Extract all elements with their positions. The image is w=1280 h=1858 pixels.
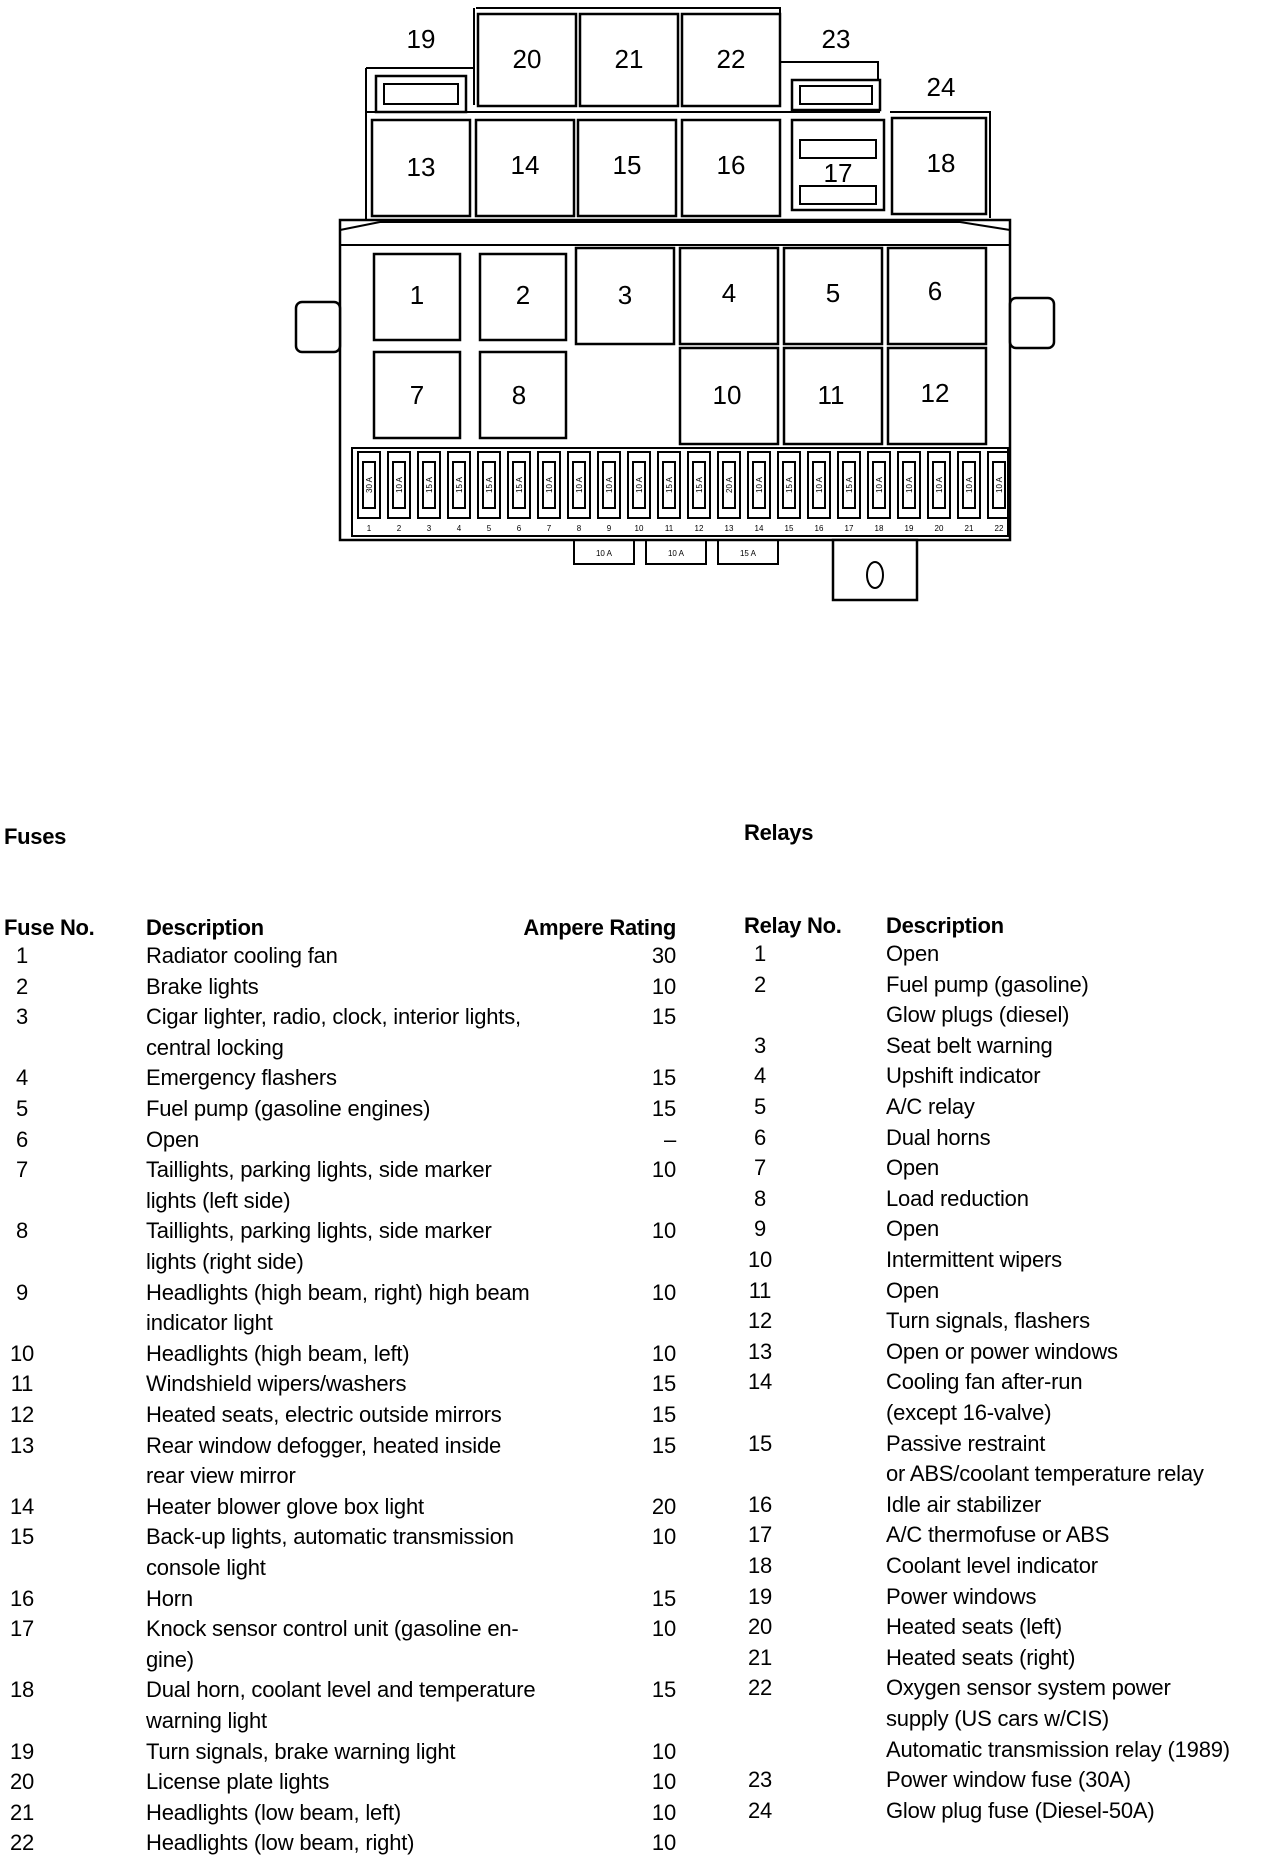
relay-row-description: Passive restraint: [886, 1430, 1046, 1456]
fuse-amp-label-10: 10 A: [635, 476, 644, 494]
relay-row-description: supply (US cars w/CIS): [886, 1706, 1109, 1731]
relays-col-no-header: Relay No.: [744, 913, 842, 938]
fuse-row-ampere: –: [663, 1126, 676, 1152]
relay-row-number: 9: [753, 1216, 767, 1242]
fuse-row-number: 10: [9, 1340, 35, 1366]
fuse-row-number: 19: [9, 1738, 35, 1764]
fuse-number-label-22: 22: [994, 524, 1004, 533]
relays-heading: Relays: [744, 820, 814, 845]
relay-label-20: 20: [512, 44, 542, 74]
relay-label-11: 11: [817, 380, 845, 410]
fuse-row-ampere: 10: [651, 1616, 676, 1642]
fuses-col-no-header: Fuse No.: [4, 915, 95, 940]
spare-fuse-label-3: 15 A: [739, 549, 757, 558]
fuse-row-number: 13: [9, 1432, 35, 1458]
fuse-number-label-21: 21: [964, 524, 974, 533]
relay-label-4: 4: [721, 278, 737, 308]
fuse-amp-label-14: 10 A: [755, 476, 764, 494]
fuse-amp-label-21: 10 A: [965, 476, 974, 494]
relay-row-description: Power window fuse (30A): [886, 1767, 1131, 1793]
relay-row-description: Load reduction: [886, 1185, 1029, 1211]
spare-fuse-label-2: 10 A: [667, 549, 685, 558]
fuse-row-description: Knock sensor control unit (gasoline en-: [146, 1616, 519, 1642]
relay-label-23: 23: [821, 24, 851, 54]
fuse-number-label-20: 20: [934, 524, 944, 533]
relay-row-description: A/C relay: [886, 1094, 975, 1119]
fuses-col-desc-header: Description: [146, 915, 264, 940]
fuse-row-description: console light: [146, 1555, 266, 1580]
fuse-amp-label-19: 10 A: [905, 476, 914, 494]
relay-row-description: Seat belt warning: [886, 1032, 1053, 1058]
fuse-row-description: License plate lights: [146, 1769, 330, 1795]
fuse-row-ampere: 15: [651, 1677, 676, 1703]
relay-row-description: Intermittent wipers: [886, 1247, 1062, 1272]
relay-row-number: 18: [747, 1553, 773, 1578]
fuse-row-ampere: 10: [651, 1524, 676, 1550]
fuse-amp-label-18: 10 A: [875, 476, 884, 494]
relays-col-desc-header: Description: [886, 913, 1004, 938]
relay-label-19: 19: [406, 24, 436, 54]
fuse-row-ampere: 15: [651, 1065, 676, 1091]
fuse-row-number: 4: [15, 1065, 29, 1091]
fuse-number-label-1: 1: [366, 524, 372, 533]
fuse-row-description: Headlights (high beam, left): [146, 1340, 410, 1366]
relay-row-number: 24: [747, 1797, 773, 1823]
fuse-amp-label-17: 15 A: [845, 476, 854, 494]
fuse-row-description: Headlights (high beam, right) high beam: [146, 1279, 530, 1305]
relay-slot-19: [376, 76, 466, 112]
fuse-amp-label-5: 15 A: [485, 476, 494, 494]
relay-label-22: 22: [716, 44, 746, 74]
relay-row-number: 4: [753, 1063, 767, 1089]
fuse-row-number: 12: [9, 1402, 35, 1427]
fuse-row-ampere: 10: [651, 1279, 676, 1305]
fuse-number-label-6: 6: [516, 524, 522, 533]
fuse-row-ampere: 10: [651, 1769, 676, 1795]
fuse-row-ampere: 15: [651, 1004, 676, 1030]
relay-row-description: Heated seats (right): [886, 1644, 1076, 1670]
fuse-row-ampere: 10: [651, 1340, 676, 1366]
fuse-amp-label-20: 10 A: [935, 476, 944, 494]
relay-row-description: Fuel pump (gasoline): [886, 971, 1089, 997]
fuse-number-label-7: 7: [546, 524, 552, 533]
fuse-row-ampere: 15: [651, 1432, 676, 1458]
relay-row-description: Oxygen sensor system power: [886, 1675, 1171, 1701]
relay-row-description: Power windows: [886, 1583, 1037, 1609]
fuse-number-label-3: 3: [426, 524, 432, 533]
relay-label-12: 12: [920, 378, 950, 408]
fuse-row-number: 18: [9, 1677, 35, 1703]
relay-row-number: 1: [753, 941, 767, 966]
fuse-row-description: Back-up lights, automatic transmission: [146, 1524, 514, 1550]
fuse-number-label-17: 17: [844, 524, 854, 533]
relay-row-number: 5: [753, 1094, 767, 1119]
fuse-amp-label-8: 10 A: [575, 476, 584, 494]
fuse-row-number: 8: [15, 1218, 29, 1244]
fuse-amp-label-13: 20 A: [725, 476, 734, 494]
fuse-row-number: 16: [9, 1585, 35, 1611]
relay-row-number: 17: [747, 1522, 773, 1548]
fuse-row-number: 20: [9, 1769, 35, 1795]
fuse-row-description: Horn: [146, 1585, 193, 1611]
fuse-number-label-19: 19: [904, 524, 914, 533]
relay-row-number: 7: [753, 1155, 767, 1181]
relay-row-description: Glow plugs (diesel): [886, 1002, 1070, 1028]
relay-row-number: 20: [747, 1614, 773, 1640]
fuse-number-label-9: 9: [606, 524, 612, 533]
relay-label-10: 10: [712, 380, 742, 410]
fuse-relay-panel-diagram: [0, 0, 1280, 620]
fuse-row-ampere: 15: [651, 1402, 676, 1427]
fuse-number-label-18: 18: [874, 524, 884, 533]
relay-row-description: Open: [886, 941, 940, 966]
relay-label-18: 18: [926, 148, 956, 178]
fuse-amp-label-3: 15 A: [425, 476, 434, 494]
fuse-row-description: Radiator cooling fan: [146, 943, 338, 968]
fuse-row-ampere: 10: [651, 1157, 676, 1183]
fuse-row-description: central locking: [146, 1034, 284, 1060]
fuse-row-number: 15: [9, 1524, 35, 1550]
relay-row-description: Turn signals, flashers: [886, 1308, 1090, 1334]
fuse-row-description: Taillights, parking lights, side marker: [146, 1157, 492, 1183]
relay-row-number: 12: [747, 1308, 773, 1334]
fuse-row-description: Fuel pump (gasoline engines): [146, 1096, 431, 1121]
relay-row-description: Heated seats (left): [886, 1614, 1062, 1640]
relay-row-number: 16: [747, 1491, 773, 1517]
fuse-number-label-14: 14: [754, 524, 764, 533]
fuse-row-ampere: 10: [651, 1799, 676, 1825]
relay-row-description: Glow plug fuse (Diesel-50A): [886, 1797, 1155, 1823]
fuse-row-number: 2: [15, 973, 29, 999]
relay-row-number: 3: [753, 1032, 767, 1058]
fuse-row-number: 11: [10, 1371, 34, 1397]
fuse-row-description: Cigar lighter, radio, clock, interior lights,: [146, 1004, 521, 1030]
relay-label-17: 17: [823, 158, 853, 188]
fuse-number-label-10: 10: [634, 524, 644, 533]
relay-row-description: Upshift indicator: [886, 1063, 1041, 1089]
relay-row-description: Open or power windows: [886, 1338, 1118, 1364]
relay-label-2: 2: [515, 280, 531, 310]
spare-fuse-label-1: 10 A: [595, 549, 613, 558]
relay-label-15: 15: [612, 150, 642, 180]
fuse-amp-label-4: 15 A: [455, 476, 464, 494]
fuse-row-number: 14: [9, 1493, 35, 1519]
fuse-row-ampere: 30: [651, 943, 676, 968]
relay-row-number: 13: [747, 1338, 773, 1364]
spare-fuse-row: [574, 540, 778, 564]
relay-row-description: A/C thermofuse or ABS: [886, 1522, 1110, 1548]
fuse-number-label-13: 13: [724, 524, 734, 533]
fuse-number-label-11: 11: [664, 524, 674, 533]
fuse-row-description: lights (right side): [146, 1249, 304, 1274]
fuse-row-description: Heater blower glove box light: [146, 1493, 424, 1519]
fuse-row-ampere: 10: [651, 1738, 676, 1764]
relay-row-description: Open: [886, 1155, 940, 1181]
relay-label-21: 21: [614, 44, 644, 74]
relay-row-description: Automatic transmission relay (1989): [886, 1736, 1230, 1762]
fuse-row-description: indicator light: [146, 1310, 273, 1336]
fuse-row-number: 3: [15, 1004, 29, 1030]
fuse-row-number: 21: [9, 1799, 35, 1825]
fuse-row-number: 9: [15, 1279, 29, 1305]
fuse-row-description: rear view mirror: [146, 1463, 296, 1489]
fuse-row-number: 5: [15, 1096, 29, 1121]
relay-row-description: or ABS/coolant temperature relay: [886, 1461, 1204, 1487]
fuse-row-description: Rear window defogger, heated inside: [146, 1432, 502, 1458]
relay-label-3: 3: [617, 280, 633, 310]
fuse-amp-label-15: 15 A: [785, 476, 794, 494]
fuse-row-ampere: 15: [651, 1585, 676, 1611]
relay-label-24: 24: [926, 72, 956, 102]
fuse-number-label-8: 8: [576, 524, 582, 533]
fuse-number-label-12: 12: [694, 524, 704, 533]
fuse-row-description: Brake lights: [146, 973, 259, 999]
fuses-heading: Fuses: [4, 824, 67, 849]
fuse-number-label-15: 15: [784, 524, 794, 533]
relay-label-1: 1: [409, 280, 425, 310]
relay-row-number: 15: [747, 1430, 773, 1456]
fuse-row-description: Open: [146, 1126, 200, 1152]
fuse-number-label-5: 5: [486, 524, 492, 533]
relay-slot-23: [792, 80, 880, 110]
fuse-row-number: 7: [15, 1157, 29, 1183]
fuse-amp-label-9: 10 A: [605, 476, 614, 494]
relay-row-number: 8: [753, 1185, 767, 1211]
relay-row-description: Cooling fan after-run: [886, 1369, 1083, 1395]
fuse-row-ampere: 10: [651, 973, 676, 999]
fuse-row-description: Emergency flashers: [146, 1065, 337, 1091]
fuse-row-description: Headlights (low beam, left): [146, 1799, 402, 1825]
fuse-amp-label-16: 10 A: [815, 476, 824, 494]
fuse-row-number: 1: [15, 943, 29, 968]
relay-row-description: Open: [886, 1216, 940, 1242]
relay-row-description: Dual horns: [886, 1124, 991, 1150]
relay-label-6: 6: [927, 276, 943, 306]
relay-row-description: Open: [886, 1277, 940, 1303]
fuse-row-description: Taillights, parking lights, side marker: [146, 1218, 492, 1244]
fuse-row-description: Windshield wipers/washers: [146, 1371, 407, 1397]
relay-row-number: 6: [753, 1124, 767, 1150]
relay-label-16: 16: [716, 150, 746, 180]
relay-row-number: 22: [747, 1675, 773, 1701]
fuse-number-label-2: 2: [396, 524, 402, 533]
fuse-row-number: 17: [9, 1616, 35, 1642]
relay-label-14: 14: [510, 150, 540, 180]
relay-row-number: 14: [747, 1369, 773, 1395]
fuse-row-description: Dual horn, coolant level and temperature: [146, 1677, 536, 1703]
relay-label-8: 8: [511, 380, 527, 410]
fuse-row-ampere: 10: [651, 1218, 676, 1244]
fuse-amp-label-1: 30 A: [365, 476, 374, 494]
fuse-amp-label-7: 10 A: [545, 476, 554, 494]
fuse-row-description: Headlights (low beam, right): [146, 1830, 415, 1856]
relay-row-number: 11: [748, 1277, 772, 1303]
relay-label-13: 13: [406, 152, 436, 182]
fuses-col-amp-header: Ampere Rating: [523, 915, 676, 940]
fuse-row-description: warning light: [146, 1708, 267, 1733]
relay-row-description: Idle air stabilizer: [886, 1491, 1042, 1517]
fuse-amp-label-2: 10 A: [395, 476, 404, 494]
fuse-row-number: 22: [9, 1830, 35, 1856]
fuse-row-ampere: 15: [651, 1096, 676, 1121]
fuse-row-ampere: 15: [651, 1371, 676, 1397]
relay-row-number: 21: [747, 1644, 773, 1670]
relay-row-number: 2: [753, 971, 767, 997]
relay-row-number: 19: [747, 1583, 773, 1609]
fuse-row-ampere: 10: [651, 1830, 676, 1856]
fuse-number-label-4: 4: [456, 524, 462, 533]
fuse-amp-label-22: 10 A: [995, 476, 1004, 494]
relay-row-number: 23: [747, 1767, 773, 1793]
fuse-row-description: Heated seats, electric outside mirrors: [146, 1402, 502, 1427]
fuse-row-description: gine): [146, 1646, 194, 1672]
fuse-amp-label-6: 15 A: [515, 476, 524, 494]
fuse-amp-label-11: 15 A: [665, 476, 674, 494]
relay-label-7: 7: [409, 380, 425, 410]
fuse-row-ampere: 20: [651, 1493, 676, 1519]
relay-row-description: (except 16-valve): [886, 1400, 1052, 1425]
fuse-row-number: 6: [15, 1126, 29, 1152]
fuse-number-label-16: 16: [814, 524, 824, 533]
fuse-row-description: lights (left side): [146, 1187, 291, 1213]
relay-row-number: 10: [747, 1247, 773, 1272]
fuse-row-description: Turn signals, brake warning light: [146, 1738, 456, 1764]
relay-row-description: Coolant level indicator: [886, 1553, 1098, 1578]
fuse-amp-label-12: 15 A: [695, 476, 704, 494]
relay-label-5: 5: [825, 278, 841, 308]
